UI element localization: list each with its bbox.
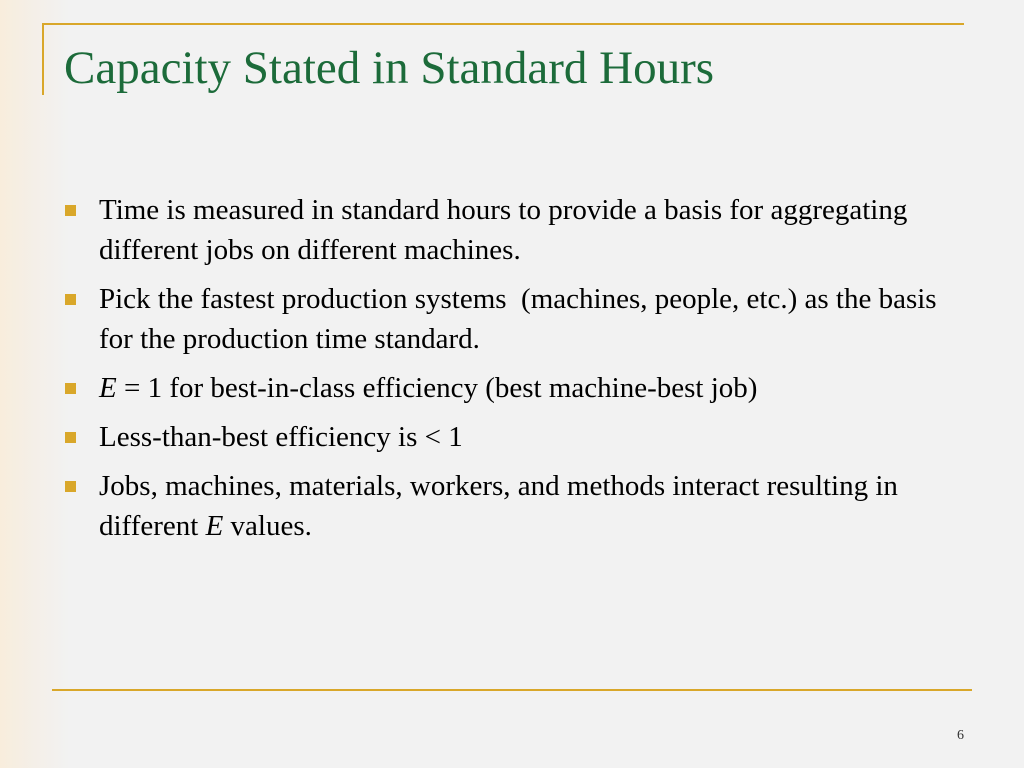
bullet-text: Time is measured in standard hours to provide a basis for aggregating different jobs on different machines.	[99, 194, 908, 266]
square-bullet-icon	[65, 294, 76, 305]
bullet-text: = 1 for best-in-class efficiency (best machine-best job)	[116, 372, 758, 404]
bottom-frame-line	[52, 689, 972, 691]
square-bullet-icon	[65, 432, 76, 443]
slide-number: 6	[957, 728, 964, 743]
top-frame-line	[42, 23, 964, 25]
left-frame-line	[42, 23, 44, 95]
bullet-item	[60, 190, 970, 270]
bullet-item	[60, 279, 970, 359]
bullet-text: Less-than-best efficiency is < 1	[99, 421, 463, 453]
bullet-text: Jobs, machines, materials, workers, and methods interact resulting in different	[99, 470, 906, 542]
efficiency-variable: E	[99, 372, 117, 404]
square-bullet-icon	[65, 481, 76, 492]
square-bullet-icon	[65, 205, 76, 216]
bullet-item	[60, 466, 970, 546]
bullet-text: Pick the fastest production systems (machines, people, etc.) as the basis for the production time standard.	[99, 283, 944, 355]
bullet-list	[60, 190, 970, 555]
efficiency-variable: E	[205, 510, 224, 542]
square-bullet-icon	[65, 383, 76, 394]
bullet-item	[60, 417, 970, 457]
bullet-text-end: values.	[223, 510, 312, 542]
bullet-item	[60, 368, 970, 408]
slide-title: Capacity Stated in Standard Hours	[64, 42, 715, 94]
